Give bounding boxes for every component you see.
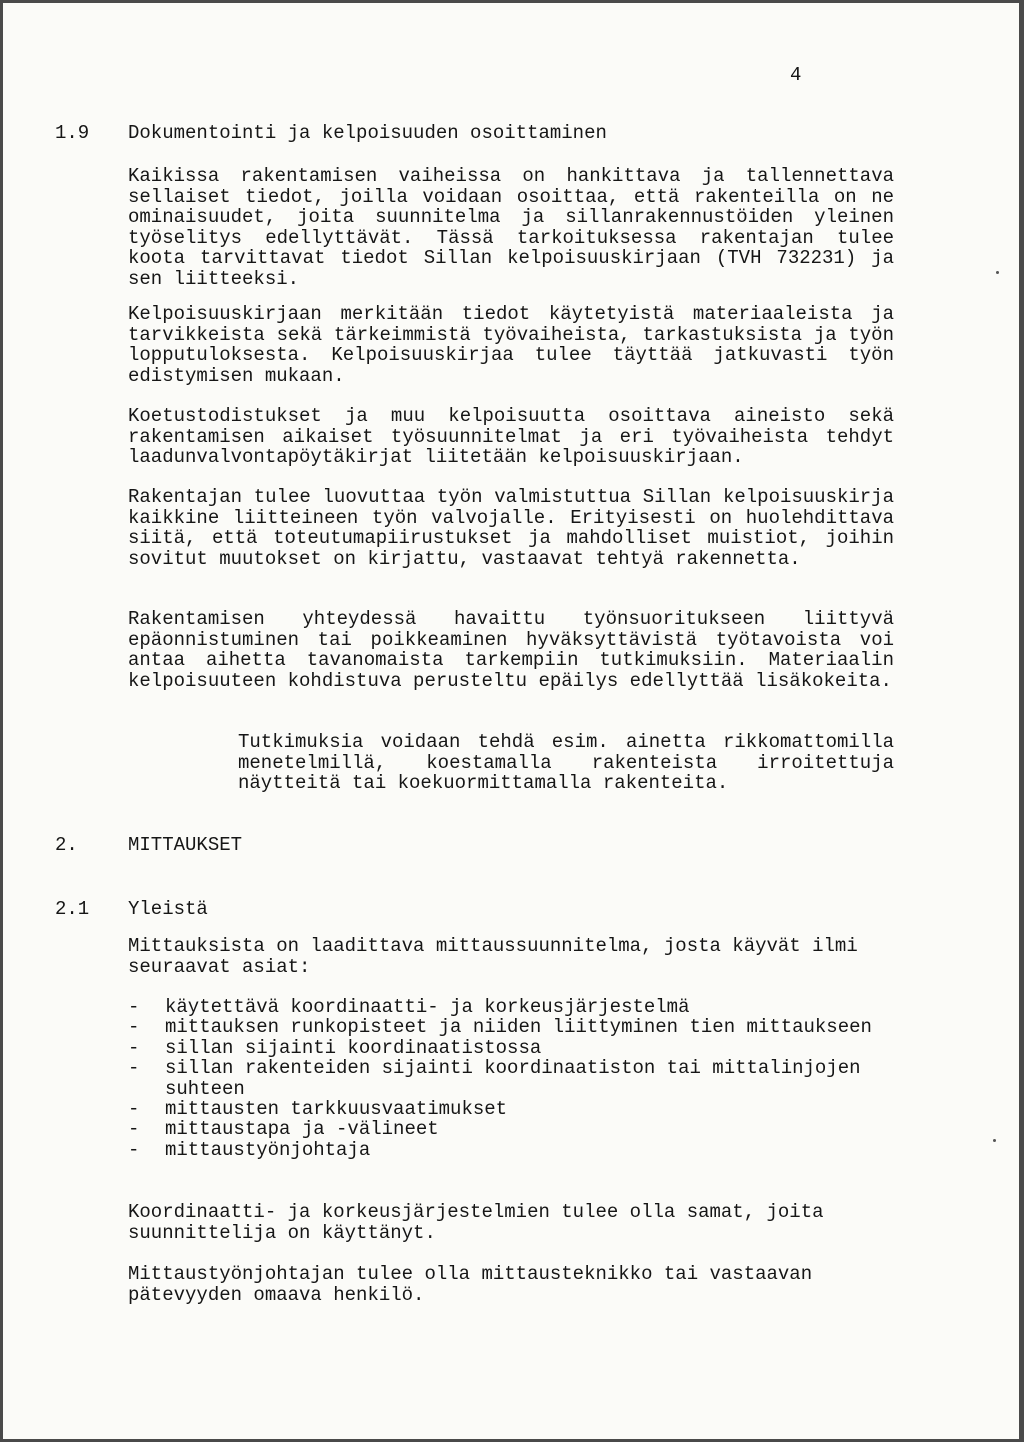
list-item bbox=[128, 1140, 898, 1160]
section-title: MITTAUKSET bbox=[128, 834, 243, 856]
requirements-list bbox=[128, 997, 898, 1160]
list-dash: - bbox=[128, 1057, 140, 1080]
paragraph: Rakentamisen yhteydessä havaittu työnsuoritukseen liittyvä epäonnistuminen tai poikkeaminen hyväksyttävistä työtavoista voi antaa aihetta tavanomaista tarkempiin tutkimuksiin. Materiaalin kelpoisuuteen kohdistuva perusteltu epäilys edellyttää lisäkokeita. bbox=[128, 608, 894, 692]
list-item bbox=[128, 1038, 898, 1058]
list-item-text: mittaustapa ja -välineet bbox=[165, 1118, 439, 1141]
list-item bbox=[128, 1119, 898, 1139]
indented-paragraph: Tutkimuksia voidaan tehdä esim. ainetta rikkomattomilla menetelmillä, koestamalla rakenteista irroitettuja näytteitä tai koekuormittamalla rakenteita. bbox=[238, 731, 894, 794]
section-title: Yleistä bbox=[128, 898, 208, 920]
scan-speck bbox=[993, 1139, 996, 1142]
list-dash: - bbox=[128, 1118, 140, 1141]
list-item bbox=[128, 1017, 898, 1037]
paragraph: Koetustodistukset ja muu kelpoisuutta osoittava aineisto sekä rakentamisen aikaiset työsuunnitelmat ja eri työvaiheista tehdyt laadunvalvontapöytäkirjat liitetään kelpoisuuskirjaan. bbox=[128, 405, 894, 468]
list-dash: - bbox=[128, 1036, 140, 1059]
list-item bbox=[128, 1099, 898, 1119]
list-item-text: mittausten tarkkuusvaatimukset bbox=[165, 1098, 508, 1121]
list-dash: - bbox=[128, 1016, 140, 1039]
paragraph: Koordinaatti- ja korkeusjärjestelmien tulee olla samat, joita suunnittelija on käyttänyt. bbox=[128, 1201, 824, 1244]
list-item-text: käytettävä koordinaatti- ja korkeusjärjestelmä bbox=[165, 996, 690, 1018]
list-item-text: mittauksen runkopisteet ja niiden liittyminen tien mittaukseen bbox=[165, 1016, 872, 1039]
list-item-text: sillan rakenteiden sijainti koordinaatiston tai mittalinjojen suhteen bbox=[165, 1057, 861, 1100]
paragraph: Kaikissa rakentamisen vaiheissa on hankittava ja tallennettava sellaiset tiedot, joilla voidaan osoittaa, että rakenteilla on ne ominaisuudet, joita suunnitelma ja sillanrakennustöiden yleinen työselitys edellyttävät. Tässä tarkoituksessa rakentajan tulee koota tarvittavat tiedot Sillan kelpoisuuskirjaan (TVH 732231) ja sen liitteeksi. bbox=[128, 165, 894, 290]
section-title: Dokumentointi ja kelpoisuuden osoittaminen bbox=[128, 122, 607, 144]
list-item bbox=[128, 1058, 898, 1099]
paragraph: Kelpoisuuskirjaan merkitään tiedot käytetyistä materiaaleista ja tarvikkeista sekä tärkeimmistä työvaiheista, tarkastuksista ja työn lopputuloksesta. Kelpoisuuskirjaa tulee täyttää jatkuvasti työn edistymisen mukaan. bbox=[128, 303, 894, 387]
list-item-text: sillan sijainti koordinaatistossa bbox=[165, 1036, 542, 1059]
list-dash: - bbox=[128, 1138, 140, 1161]
paragraph: Mittaustyönjohtajan tulee olla mittausteknikko tai vastaavan pätevyyden omaava henkilö. bbox=[128, 1263, 813, 1306]
list-item-text: mittaustyönjohtaja bbox=[165, 1138, 371, 1161]
list-item bbox=[128, 997, 898, 1017]
section-number: 2.1 bbox=[55, 898, 90, 920]
document-page bbox=[3, 3, 1019, 1439]
page-number: 4 bbox=[790, 64, 802, 86]
section-number: 2. bbox=[55, 834, 78, 856]
scan-speck bbox=[996, 271, 999, 274]
section-number: 1.9 bbox=[55, 122, 90, 144]
list-dash: - bbox=[128, 996, 140, 1018]
paragraph: Rakentajan tulee luovuttaa työn valmistuttua Sillan kelpoisuuskirja kaikkine liitteineen työn valvojalle. Erityisesti on huolehdittava siitä, että toteutumapiirustukset ja mahdolliset muistiot, joihin sovitut muutokset on kirjattu, vastaavat tehtyä rakennetta. bbox=[128, 486, 894, 570]
paragraph: Mittauksista on laadittava mittaussuunnitelma, josta käyvät ilmi seuraavat asiat: bbox=[128, 935, 858, 978]
list-dash: - bbox=[128, 1098, 140, 1121]
